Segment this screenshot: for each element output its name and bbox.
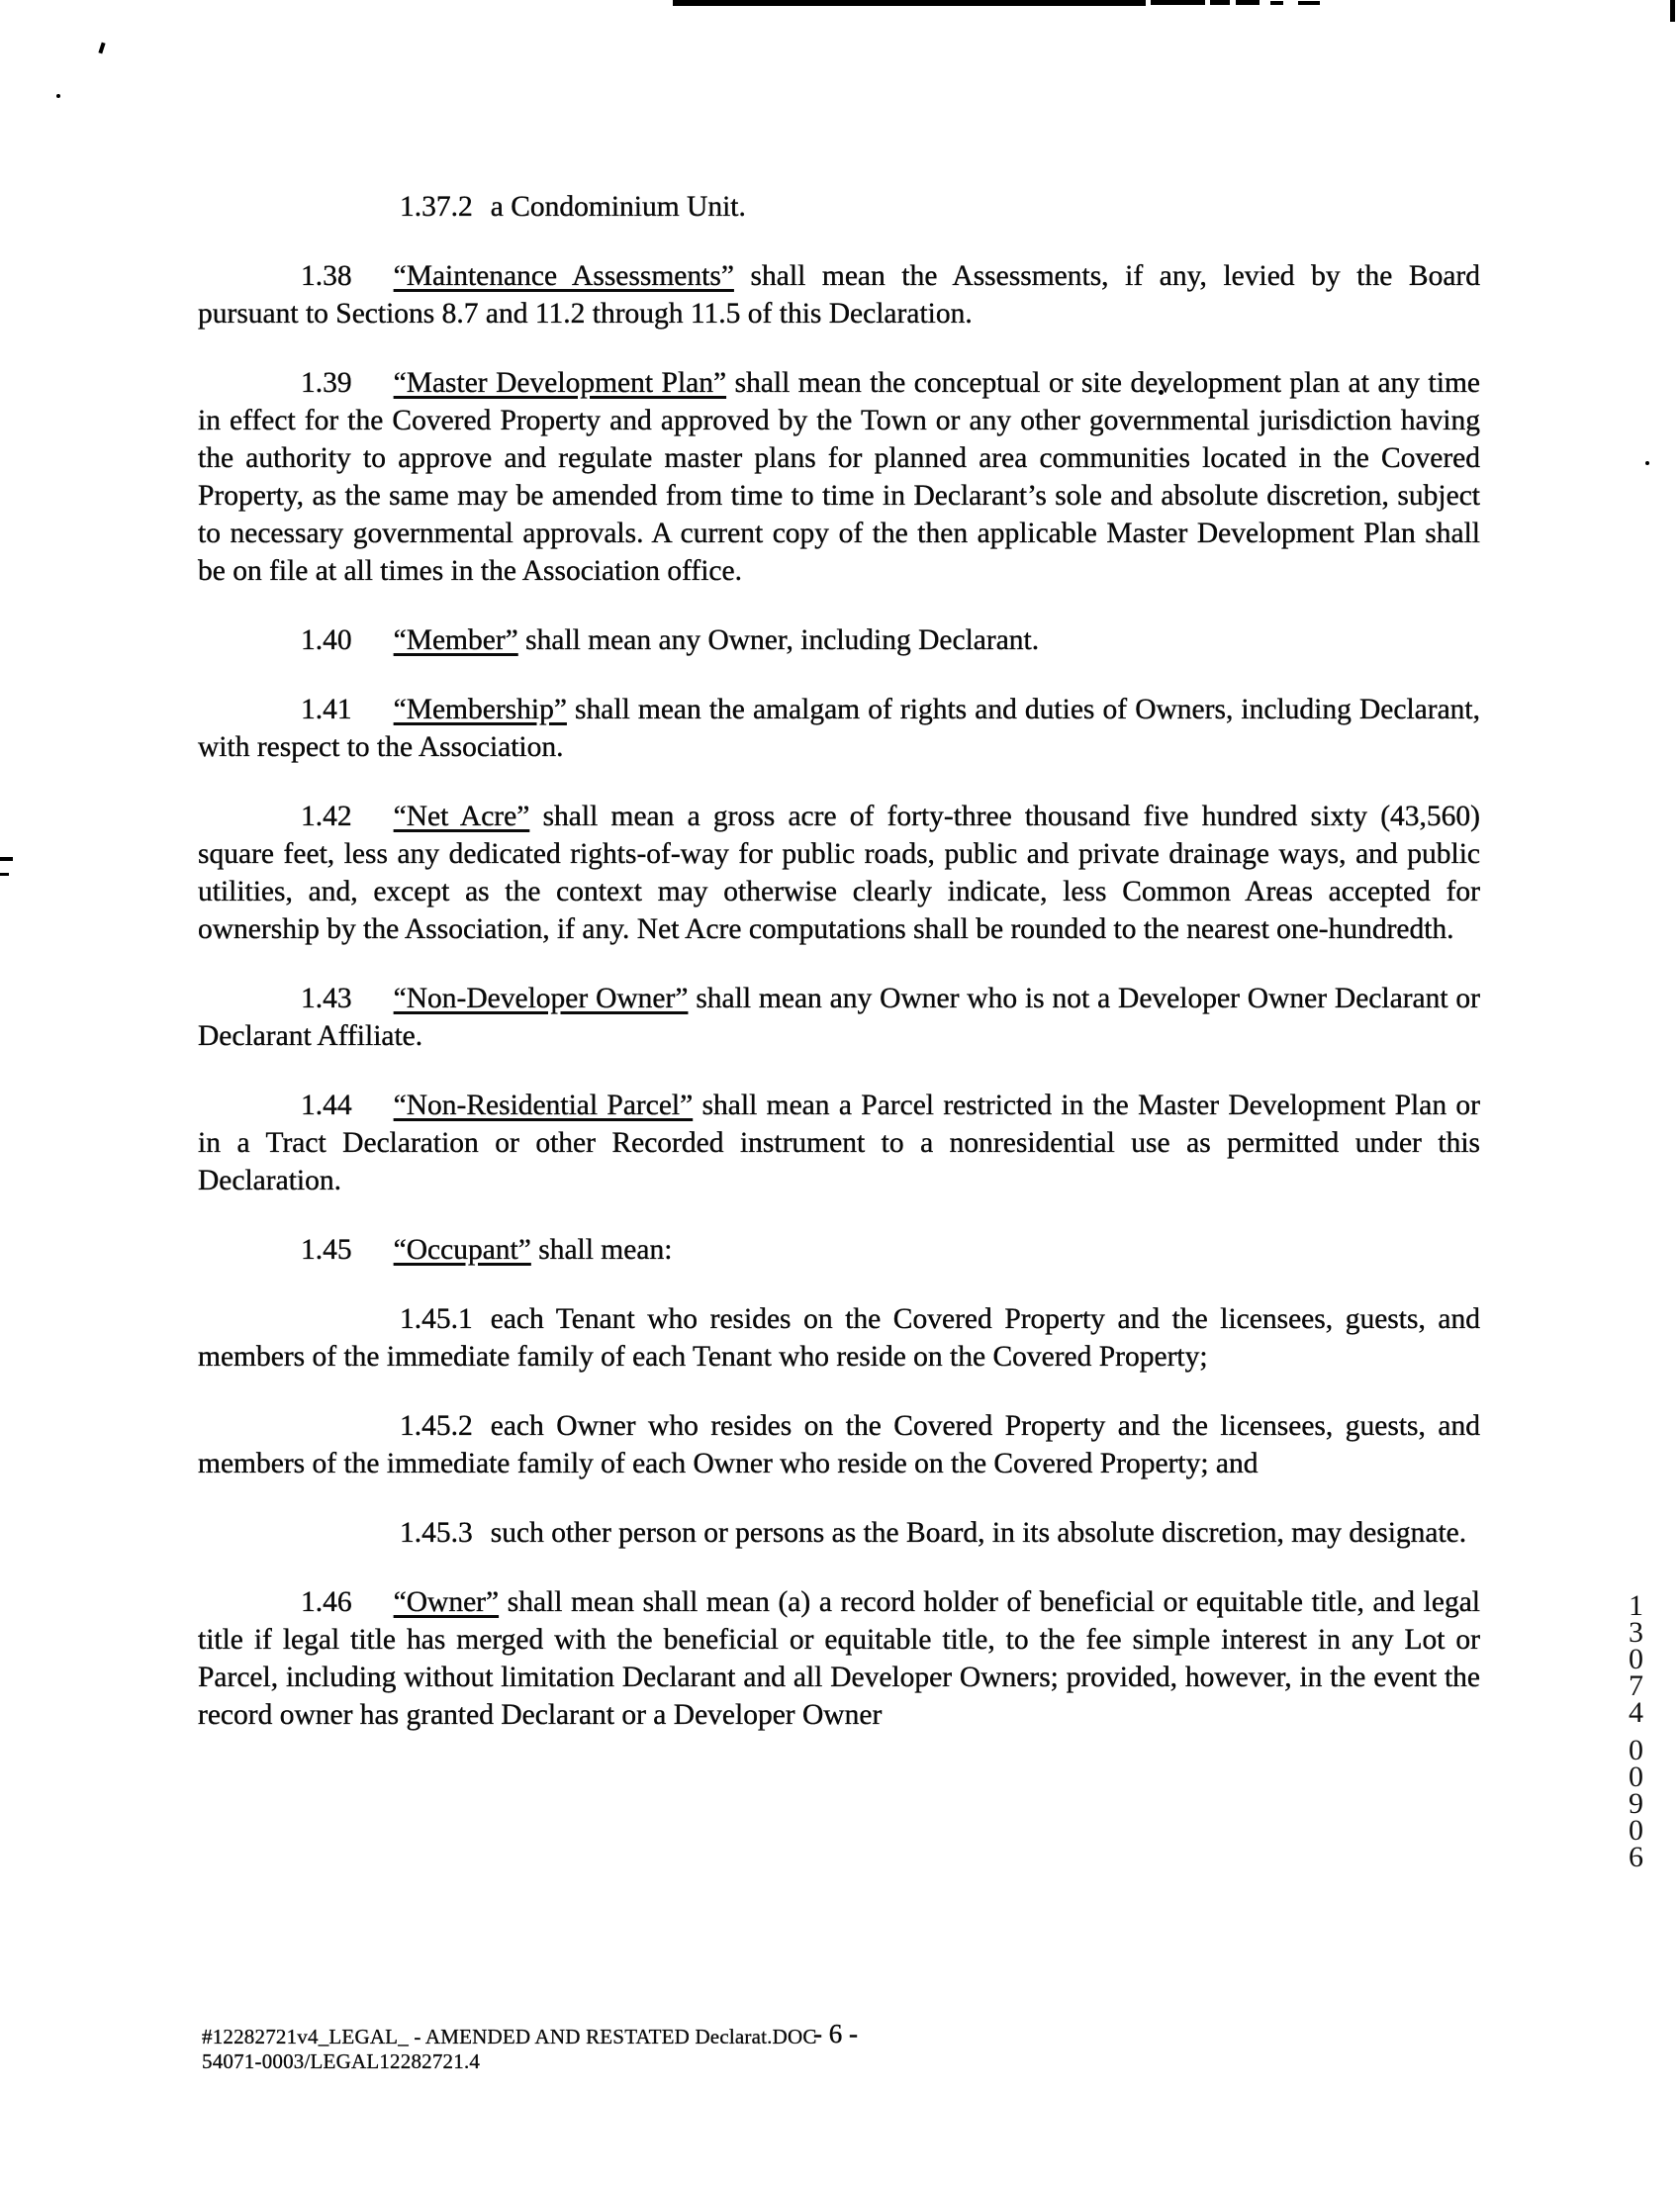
paragraph-text: shall mean the conceptual or site development plan at any time in effect for the Covered Property and approved by the Town or any other governmental jurisdiction having the authority to approve and regulate master plans for planned area communities located in the Covered Property, as the same may be amended from time to time in Declarant’s sole and absolute discretion, subject to necessary governmental approvals. A current copy of the then applicable Master Development Plan shall be on file at all times in the Association office.: [198, 367, 1480, 587]
scan-artifact-top-line: [673, 0, 1146, 6]
defined-term: “Occupant”: [393, 1234, 531, 1266]
scan-artifact-speck: [56, 94, 60, 98]
footer-file-ref: 54071-0003/LEGAL12282721.4: [202, 2049, 481, 2073]
scan-artifact-speck: [98, 43, 105, 54]
section-number: 1.42: [301, 801, 352, 832]
scan-artifact-top-dash: [1210, 0, 1230, 5]
paragraph-text: shall mean shall mean (a) a record holder of beneficial or equitable title, and legal title if legal title has merged with the beneficial or equitable title, to the fee simple interest in any Lot or Parcel, including without limitation Declarant and all Developer Owners; provided, however, in the event the record owner has granted Declarant or a Developer Owner: [198, 1586, 1480, 1731]
paragraph-text: each Owner who resides on the Covered Property and the licensees, guests, and members of the immediate family of each Owner who reside on the Covered Property; and: [198, 1410, 1480, 1479]
paragraph: [198, 1514, 1480, 1552]
defined-term: “Owner”: [393, 1586, 500, 1618]
section-number: 1.39: [301, 367, 352, 399]
section-number: 1.40: [301, 624, 352, 656]
section-number: 1.46: [301, 1586, 352, 1618]
paragraph: [198, 1087, 1480, 1199]
defined-term: “Master Development Plan”: [393, 367, 727, 399]
defined-term: “Maintenance Assessments”: [393, 260, 734, 292]
paragraph: [198, 621, 1480, 659]
paragraph-text: shall mean any Owner who is not a Developer Owner Declarant or Declarant Affiliate.: [198, 983, 1480, 1052]
recording-stamp-number-bottom: 00906: [1620, 1734, 1652, 1867]
paragraph-text: shall mean the amalgam of rights and duties of Owners, including Declarant, with respect to the Association.: [198, 694, 1480, 763]
footer-doc-id: #12282721v4_LEGAL_ - AMENDED AND RESTATED Declarat.DOC: [202, 2025, 817, 2048]
scan-artifact-top-dash: [1236, 0, 1260, 5]
paragraph-text: shall mean a Parcel restricted in the Master Development Plan or in a Tract Declaration or other Recorded instrument to a nonresidential use as permitted under this Declaration.: [198, 1090, 1480, 1196]
section-number: 1.38: [301, 260, 352, 292]
section-number: 1.45.3: [400, 1517, 473, 1549]
scan-artifact-top-dash: [1270, 1, 1283, 5]
page-number: - 6 -: [813, 2019, 858, 2048]
paragraph: [198, 364, 1480, 590]
paragraph: [198, 1583, 1480, 1734]
paragraph-text: shall mean any Owner, including Declarant.: [525, 624, 1040, 656]
section-number: 1.41: [301, 694, 352, 725]
document-body: [198, 188, 1480, 1765]
section-number: 1.44: [301, 1090, 352, 1121]
paragraph: [198, 798, 1480, 948]
paragraph-text: shall mean:: [538, 1234, 673, 1266]
scan-artifact-top-dash: [1151, 0, 1205, 5]
scan-artifact-left-dash: [0, 873, 9, 876]
section-number: 1.45.2: [400, 1410, 473, 1442]
defined-term: “Member”: [393, 624, 518, 656]
paragraph: [198, 188, 1480, 226]
recording-stamp-number-top: 13074: [1620, 1589, 1652, 1723]
section-number: 1.45.1: [400, 1303, 473, 1335]
scan-artifact-left-dash: [0, 857, 13, 861]
defined-term: “Membership”: [393, 694, 567, 725]
section-number: 1.43: [301, 983, 352, 1014]
paragraph-text: each Tenant who resides on the Covered Property and the licensees, guests, and members of the immediate family of each Tenant who reside on the Covered Property;: [198, 1303, 1480, 1373]
defined-term: “Net Acre”: [393, 801, 530, 832]
paragraph: [198, 691, 1480, 766]
defined-term: “Non-Developer Owner”: [393, 983, 689, 1014]
paragraph-text: such other person or persons as the Board, in its absolute discretion, may designate.: [490, 1517, 1467, 1549]
scan-artifact-corner-tick: [1670, 0, 1675, 22]
scan-artifact-speck: [1645, 461, 1649, 465]
paragraph: [198, 257, 1480, 333]
scan-artifact-top-dash: [1298, 1, 1320, 5]
paragraph: [198, 1300, 1480, 1376]
document-footer: [202, 2025, 817, 2074]
section-number: 1.37.2: [400, 191, 473, 223]
paragraph-text: shall mean the Assessments, if any, levied by the Board pursuant to Sections 8.7 and 11.2 through 11.5 of this Declaration.: [198, 260, 1480, 330]
paragraph: [198, 1407, 1480, 1482]
section-number: 1.45: [301, 1234, 352, 1266]
paragraph: [198, 1231, 1480, 1269]
paragraph: [198, 980, 1480, 1055]
paragraph-text: shall mean a gross acre of forty-three thousand five hundred sixty (43,560) square feet, less any dedicated rights-of-way for public roads, public and private drainage ways, and public utilities, and, except as the context may otherwise clearly indicate, less Common Areas accepted for ownership by the Association, if any. Net Acre computations shall be rounded to the nearest one-hundredth.: [198, 801, 1481, 945]
paragraph-text: a Condominium Unit.: [490, 191, 746, 223]
defined-term: “Non-Residential Parcel”: [393, 1090, 694, 1121]
